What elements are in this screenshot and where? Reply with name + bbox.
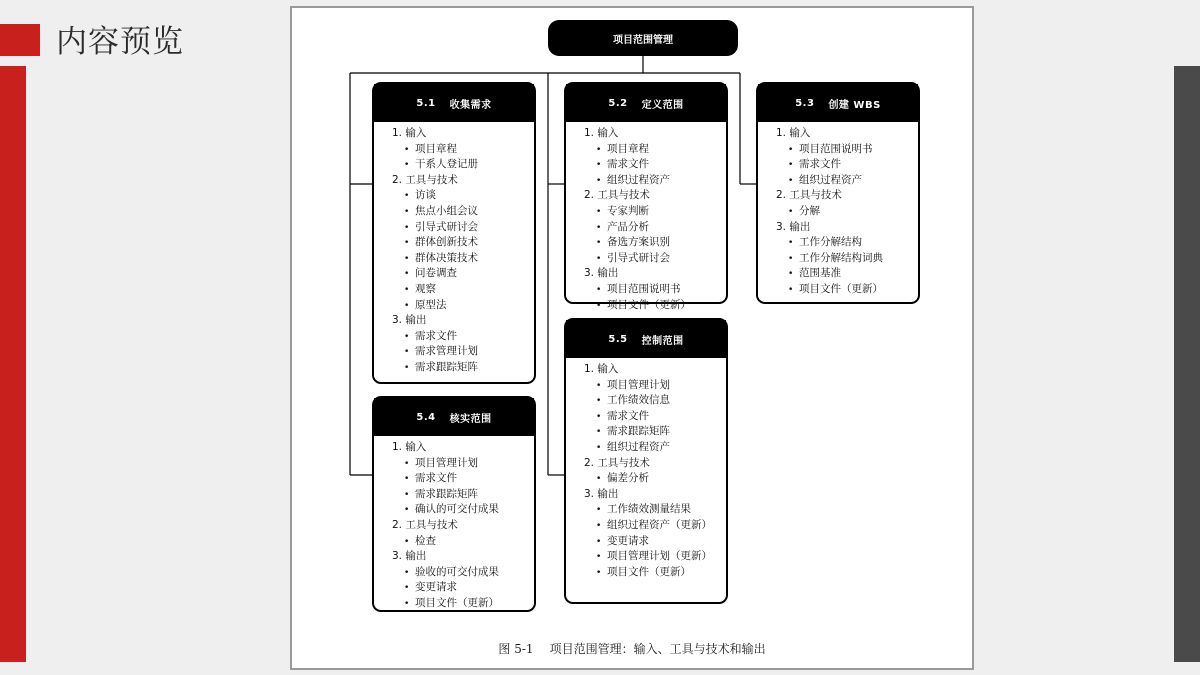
list-item: • 访谈 — [392, 188, 534, 204]
title-marker — [0, 24, 40, 56]
caption-text: 项目范围管理：输入、工具与技术和输出 — [549, 642, 766, 656]
box-number: 5.1 — [416, 97, 436, 109]
section-label: 3. 输出 — [392, 550, 427, 563]
section-label: 2. 工具与技术 — [392, 518, 458, 531]
list-item: • 引导式研讨会 — [584, 251, 726, 267]
section-label: 3. 输出 — [584, 487, 619, 500]
list-item: • 群体决策技术 — [392, 251, 534, 267]
list-item: • 偏差分析 — [584, 471, 726, 487]
section-label: 2. 工具与技术 — [776, 189, 842, 202]
list-item: • 问卷调查 — [392, 266, 534, 282]
list-item: • 项目管理计划（更新） — [584, 549, 726, 565]
list-item: • 分解 — [776, 204, 918, 220]
process-box-5-4 — [372, 396, 536, 612]
list-item: • 验收的可交付成果 — [392, 565, 534, 581]
list-item: • 需求文件 — [392, 329, 534, 345]
list-item: • 项目文件（更新） — [584, 298, 726, 314]
list-item: • 项目范围说明书 — [584, 282, 726, 298]
box-title: 核实范围 — [449, 413, 492, 425]
section-label: 2. 工具与技术 — [584, 456, 650, 469]
list-item: • 需求跟踪矩阵 — [392, 487, 534, 503]
list-item: • 项目管理计划 — [392, 456, 534, 472]
right-edge-bar — [1174, 66, 1200, 662]
section-label: 2. 工具与技术 — [584, 189, 650, 202]
list-item: • 备选方案识别 — [584, 235, 726, 251]
root-node: 项目范围管理 — [548, 20, 738, 56]
list-item: • 确认的可交付成果 — [392, 502, 534, 518]
section-label: 1. 输入 — [392, 127, 427, 139]
list-item: • 变更请求 — [392, 580, 534, 596]
figure-caption — [292, 640, 972, 657]
list-item: • 组织过程资产 — [776, 173, 918, 189]
list-item: • 项目文件（更新） — [776, 282, 918, 298]
box-header — [566, 320, 726, 358]
section-label: 3. 输出 — [776, 220, 811, 233]
list-item: • 需求跟踪矩阵 — [584, 424, 726, 440]
box-number: 5.4 — [416, 411, 436, 423]
box-title: 收集需求 — [449, 99, 492, 111]
list-item: • 焦点小组会议 — [392, 204, 534, 220]
process-box-5-1 — [372, 82, 536, 384]
list-item: • 项目管理计划 — [584, 378, 726, 394]
section-label: 1. 输入 — [776, 127, 811, 139]
list-item: • 项目文件（更新） — [392, 596, 534, 612]
list-item: • 项目章程 — [584, 142, 726, 158]
list-item: • 项目文件（更新） — [584, 565, 726, 581]
list-item: • 需求文件 — [584, 157, 726, 173]
box-number: 5.2 — [608, 97, 628, 109]
list-item: • 变更请求 — [584, 534, 726, 550]
list-item: • 项目章程 — [392, 142, 534, 158]
diagram-figure — [290, 6, 974, 670]
list-item: • 群体创新技术 — [392, 235, 534, 251]
section-label: 1. 输入 — [584, 363, 619, 375]
list-item: • 工作分解结构 — [776, 235, 918, 251]
box-header — [374, 398, 534, 436]
left-accent-bar — [0, 66, 26, 662]
list-item: • 检查 — [392, 534, 534, 550]
section-label: 1. 输入 — [584, 127, 619, 139]
list-item: • 组织过程资产（更新） — [584, 518, 726, 534]
section-label: 3. 输出 — [392, 314, 427, 327]
section-label: 3. 输出 — [584, 267, 619, 280]
box-title: 创建 WBS — [828, 99, 881, 111]
box-number: 5.3 — [795, 97, 815, 109]
list-item: • 范围基准 — [776, 266, 918, 282]
process-box-5-3 — [756, 82, 920, 304]
list-item: • 组织过程资产 — [584, 173, 726, 189]
box-title: 定义范围 — [641, 99, 684, 111]
list-item: • 需求文件 — [776, 157, 918, 173]
list-item: • 观察 — [392, 282, 534, 298]
section-label: 1. 输入 — [392, 441, 427, 453]
list-item: • 需求文件 — [392, 471, 534, 487]
list-item: • 工作绩效测量结果 — [584, 502, 726, 518]
list-item: • 工作分解结构词典 — [776, 251, 918, 267]
list-item: • 工作绩效信息 — [584, 393, 726, 409]
list-item: • 项目范围说明书 — [776, 142, 918, 158]
caption-number: 图 5-1 — [498, 642, 534, 656]
list-item: • 产品分析 — [584, 220, 726, 236]
process-box-5-2 — [564, 82, 728, 311]
box-header — [758, 84, 918, 122]
process-box-5-5 — [564, 318, 728, 604]
box-title: 控制范围 — [641, 335, 684, 347]
slide-title: 内容预览 — [56, 24, 184, 60]
list-item: • 干系人登记册 — [392, 157, 534, 173]
list-item: • 组织过程资产 — [584, 440, 726, 456]
list-item: • 需求管理计划 — [392, 344, 534, 360]
list-item: • 引导式研讨会 — [392, 220, 534, 236]
list-item: • 需求跟踪矩阵 — [392, 360, 534, 376]
list-item: • 专家判断 — [584, 204, 726, 220]
box-number: 5.5 — [608, 333, 628, 345]
box-header — [374, 84, 534, 122]
list-item: • 原型法 — [392, 298, 534, 314]
box-header — [566, 84, 726, 122]
section-label: 2. 工具与技术 — [392, 173, 458, 186]
list-item: • 需求文件 — [584, 409, 726, 425]
